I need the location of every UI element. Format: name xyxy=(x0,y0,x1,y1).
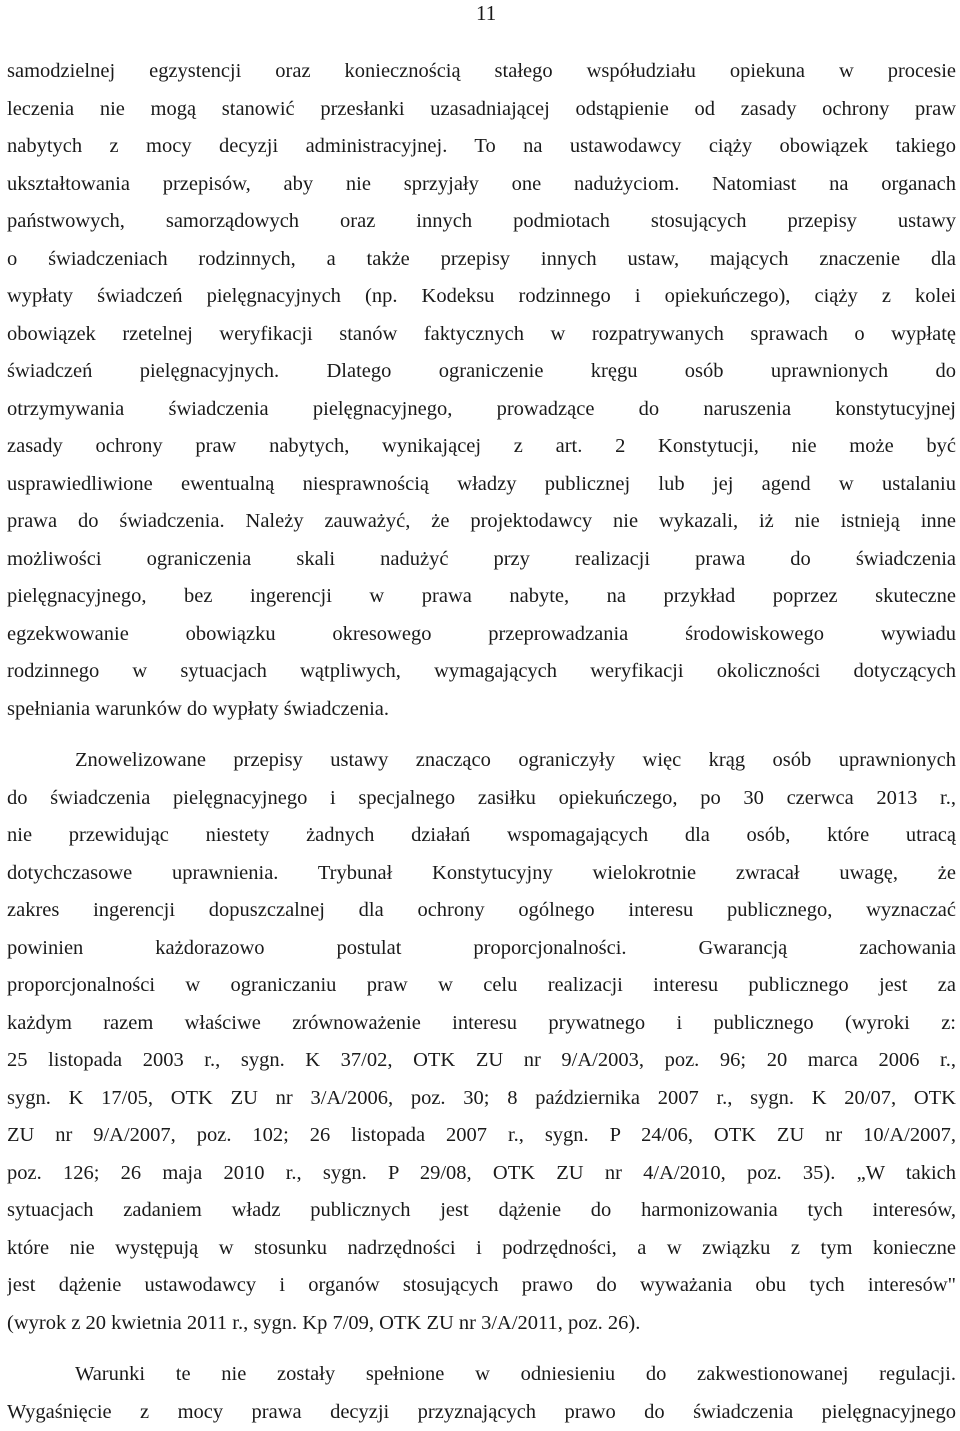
text-line: świadczeń pielęgnacyjnych. Dlatego ograniczenie kręgu osób uprawnionych do xyxy=(7,353,956,391)
text-line: które nie występują w stosunku nadrzędności i podrzędności, a w związku z tym konieczne xyxy=(7,1230,956,1268)
text-line: możliwości ograniczenia skali nadużyć przy realizacji prawa do świadczenia xyxy=(7,541,956,579)
page-header xyxy=(0,0,960,30)
text-line: pielęgnacyjnego, bez ingerencji w prawa nabyte, na przykład poprzez skuteczne xyxy=(7,578,956,616)
text-line: jest dążenie ustawodawcy i organów stosujących prawo do wyważania obu tych interesów" xyxy=(7,1267,956,1305)
text-line: dotychczasowe uprawnienia. Trybunał Konstytucyjny wielokrotnie zwracał uwagę, że xyxy=(7,855,956,893)
text-line: leczenia nie mogą stanowić przesłanki uzasadniającej odstąpienie od zasady ochrony praw xyxy=(7,91,956,129)
page-number: 11 xyxy=(476,1,496,26)
text-line: samodzielnej egzystencji oraz koniecznością stałego współudziału opiekuna w procesie xyxy=(7,53,956,91)
text-line: proporcjonalności w ograniczaniu praw w celu realizacji interesu publicznego jest za xyxy=(7,967,956,1005)
text-line: o świadczeniach rodzinnych, a także przepisy innych ustaw, mających znaczenie dla xyxy=(7,241,956,279)
text-line: Wygaśnięcie z mocy prawa decyzji przyznających prawo do świadczenia pielęgnacyjnego xyxy=(7,1394,956,1431)
text-line: prawa do świadczenia. Należy zauważyć, że projektodawcy nie wykazali, iż nie istnieją inne xyxy=(7,503,956,541)
text-line: (wyrok z 20 kwietnia 2011 r., sygn. Kp 7/09, OTK ZU nr 3/A/2011, poz. 26). xyxy=(7,1305,956,1343)
text-line: każdym razem właściwe zrównoważenie interesu prywatnego i publicznego (wyroki z: xyxy=(7,1005,956,1043)
paragraph xyxy=(7,53,956,728)
text-line: ZU nr 9/A/2007, poz. 102; 26 listopada 2007 r., sygn. P 24/06, OTK ZU nr 10/A/2007, xyxy=(7,1117,956,1155)
text-line: Znowelizowane przepisy ustawy znacząco ograniczyły więc krąg osób uprawnionych xyxy=(7,742,956,780)
text-line: do świadczenia pielęgnacyjnego i specjalnego zasiłku opiekuńczego, po 30 czerwca 2013 r., xyxy=(7,780,956,818)
paragraph xyxy=(7,742,956,1342)
text-line: zakres ingerencji dopuszczalnej dla ochrony ogólnego interesu publicznego, wyznaczać xyxy=(7,892,956,930)
text-line: ukształtowania przepisów, aby nie sprzyjały one nadużyciom. Natomiast na organach xyxy=(7,166,956,204)
text-line: usprawiedliwione ewentualną niesprawnością władzy publicznej lub jej agend w ustalaniu xyxy=(7,466,956,504)
paragraph xyxy=(7,1356,956,1431)
text-line: Warunki te nie zostały spełnione w odniesieniu do zakwestionowanej regulacji. xyxy=(7,1356,956,1394)
text-line: poz. 126; 26 maja 2010 r., sygn. P 29/08, OTK ZU nr 4/A/2010, poz. 35). „W takich xyxy=(7,1155,956,1193)
text-line: nie przewidując niestety żadnych działań wspomagających dla osób, które utracą xyxy=(7,817,956,855)
text-line: sygn. K 17/05, OTK ZU nr 3/A/2006, poz. 30; 8 października 2007 r., sygn. K 20/07, OTK xyxy=(7,1080,956,1118)
text-line: obowiązek rzetelnej weryfikacji stanów faktycznych w rozpatrywanych sprawach o wypłatę xyxy=(7,316,956,354)
text-line: wypłaty świadczeń pielęgnacyjnych (np. Kodeksu rodzinnego i opiekuńczego), ciąży z kolei xyxy=(7,278,956,316)
text-line: otrzymywania świadczenia pielęgnacyjnego, prowadzące do naruszenia konstytucyjnej xyxy=(7,391,956,429)
text-line: rodzinnego w sytuacjach wątpliwych, wymagających weryfikacji okoliczności dotyczących xyxy=(7,653,956,691)
text-line: 25 listopada 2003 r., sygn. K 37/02, OTK ZU nr 9/A/2003, poz. 96; 20 marca 2006 r., xyxy=(7,1042,956,1080)
text-line: powinien każdorazowo postulat proporcjonalności. Gwarancją zachowania xyxy=(7,930,956,968)
text-line: państwowych, samorządowych oraz innych podmiotach stosujących przepisy ustawy xyxy=(7,203,956,241)
text-line: nabytych z mocy decyzji administracyjnej. To na ustawodawcy ciąży obowiązek takiego xyxy=(7,128,956,166)
paragraph-spacer xyxy=(7,1342,956,1356)
text-line: zasady ochrony praw nabytych, wynikającej z art. 2 Konstytucji, nie może być xyxy=(7,428,956,466)
document-body xyxy=(7,53,956,1431)
text-line: spełniania warunków do wypłaty świadczenia. xyxy=(7,691,956,729)
paragraph-spacer xyxy=(7,728,956,742)
text-line: sytuacjach zadaniem władz publicznych jest dążenie do harmonizowania tych interesów, xyxy=(7,1192,956,1230)
text-line: egzekwowanie obowiązku okresowego przeprowadzania środowiskowego wywiadu xyxy=(7,616,956,654)
